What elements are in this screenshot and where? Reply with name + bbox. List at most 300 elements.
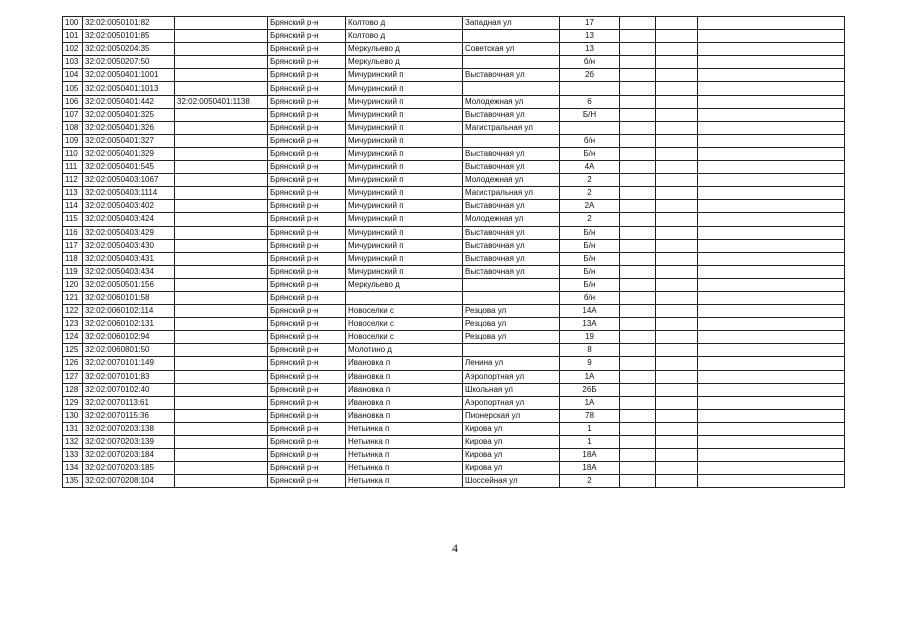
row-number-cell: 100 [63, 17, 83, 30]
cadastral-number-cell: 32:02:0050403:429 [83, 226, 175, 239]
district-cell: Брянский р-н [268, 43, 346, 56]
cadastral-number-cell: 32:02:0050403:424 [83, 213, 175, 226]
cadastral-number-cell: 32:02:0070203:138 [83, 422, 175, 435]
house-number-cell [560, 82, 620, 95]
extra-1-cell [620, 147, 656, 160]
street-cell [463, 30, 560, 43]
table-row [63, 383, 845, 396]
house-number-cell: б/н [560, 56, 620, 69]
extra-1-cell [620, 370, 656, 383]
extra-1-cell [620, 278, 656, 291]
table-row [63, 265, 845, 278]
street-cell: Шоссейная ул [463, 475, 560, 488]
house-number-cell: Б/н [560, 239, 620, 252]
row-number-cell: 106 [63, 95, 83, 108]
extra-2-cell [656, 291, 698, 304]
table-row [63, 108, 845, 121]
row-number-cell: 125 [63, 344, 83, 357]
table-row [63, 187, 845, 200]
empty-cell [698, 252, 845, 265]
district-cell: Брянский р-н [268, 475, 346, 488]
extra-1-cell [620, 30, 656, 43]
cadastral-number-cell: 32:02:0060102:114 [83, 305, 175, 318]
row-number-cell: 104 [63, 69, 83, 82]
house-number-cell: 13 [560, 43, 620, 56]
table-row [63, 56, 845, 69]
row-number-cell: 107 [63, 108, 83, 121]
row-number-cell: 101 [63, 30, 83, 43]
settlement-cell: Молотино д [346, 344, 463, 357]
extra-2-cell [656, 265, 698, 278]
street-cell: Магистральная ул [463, 121, 560, 134]
related-cadastral-number-cell [175, 383, 268, 396]
related-cadastral-number-cell: 32:02:0050401:1138 [175, 95, 268, 108]
settlement-cell: Мичуринский п [346, 200, 463, 213]
table-row [63, 344, 845, 357]
empty-cell [698, 174, 845, 187]
house-number-cell [560, 121, 620, 134]
cadastral-number-cell: 32:02:0070203:185 [83, 462, 175, 475]
district-cell: Брянский р-н [268, 161, 346, 174]
empty-cell [698, 370, 845, 383]
row-number-cell: 127 [63, 370, 83, 383]
extra-2-cell [656, 174, 698, 187]
table-row [63, 462, 845, 475]
extra-2-cell [656, 331, 698, 344]
related-cadastral-number-cell [175, 370, 268, 383]
row-number-cell: 111 [63, 161, 83, 174]
empty-cell [698, 278, 845, 291]
cadastral-number-cell: 32:02:0070101:149 [83, 357, 175, 370]
district-cell: Брянский р-н [268, 409, 346, 422]
cadastral-number-cell: 32:02:0050101:82 [83, 17, 175, 30]
table-row [63, 17, 845, 30]
empty-cell [698, 291, 845, 304]
cadastral-number-cell: 32:02:0050207:50 [83, 56, 175, 69]
extra-2-cell [656, 134, 698, 147]
settlement-cell: Мичуринский п [346, 213, 463, 226]
extra-1-cell [620, 265, 656, 278]
extra-1-cell [620, 436, 656, 449]
table-row [63, 147, 845, 160]
street-cell [463, 344, 560, 357]
extra-2-cell [656, 147, 698, 160]
street-cell: Ленина ул [463, 357, 560, 370]
empty-cell [698, 187, 845, 200]
extra-2-cell [656, 69, 698, 82]
street-cell: Выставочная ул [463, 69, 560, 82]
parcel-registry-table [62, 16, 845, 488]
row-number-cell: 132 [63, 436, 83, 449]
related-cadastral-number-cell [175, 357, 268, 370]
table-row [63, 252, 845, 265]
house-number-cell: Б/н [560, 265, 620, 278]
extra-2-cell [656, 278, 698, 291]
settlement-cell: Мичуринский п [346, 252, 463, 265]
district-cell: Брянский р-н [268, 174, 346, 187]
settlement-cell: Мичуринский п [346, 69, 463, 82]
extra-1-cell [620, 344, 656, 357]
cadastral-number-cell: 32:02:0050401:1001 [83, 69, 175, 82]
empty-cell [698, 475, 845, 488]
cadastral-number-cell: 32:02:0070208:104 [83, 475, 175, 488]
cadastral-number-cell: 32:02:0050403:434 [83, 265, 175, 278]
row-number-cell: 102 [63, 43, 83, 56]
house-number-cell: 2А [560, 200, 620, 213]
settlement-cell: Нетьинка п [346, 436, 463, 449]
empty-cell [698, 318, 845, 331]
empty-cell [698, 161, 845, 174]
extra-1-cell [620, 82, 656, 95]
cadastral-number-cell: 32:02:0050401:545 [83, 161, 175, 174]
street-cell: Молодежная ул [463, 95, 560, 108]
extra-2-cell [656, 121, 698, 134]
settlement-cell: Мичуринский п [346, 121, 463, 134]
row-number-cell: 115 [63, 213, 83, 226]
extra-1-cell [620, 422, 656, 435]
empty-cell [698, 56, 845, 69]
district-cell: Брянский р-н [268, 449, 346, 462]
cadastral-number-cell: 32:02:0050401:325 [83, 108, 175, 121]
cadastral-number-cell: 32:02:0060101:58 [83, 291, 175, 304]
house-number-cell: Б/н [560, 147, 620, 160]
table-row [63, 226, 845, 239]
row-number-cell: 119 [63, 265, 83, 278]
extra-1-cell [620, 331, 656, 344]
extra-2-cell [656, 462, 698, 475]
row-number-cell: 116 [63, 226, 83, 239]
house-number-cell: 18А [560, 462, 620, 475]
house-number-cell: 19 [560, 331, 620, 344]
table-row [63, 449, 845, 462]
cadastral-number-cell: 32:02:0050403:1114 [83, 187, 175, 200]
table-row [63, 278, 845, 291]
related-cadastral-number-cell [175, 161, 268, 174]
district-cell: Брянский р-н [268, 147, 346, 160]
row-number-cell: 114 [63, 200, 83, 213]
table-row [63, 318, 845, 331]
row-number-cell: 135 [63, 475, 83, 488]
settlement-cell: Ивановка п [346, 370, 463, 383]
district-cell: Брянский р-н [268, 95, 346, 108]
house-number-cell: 1 [560, 436, 620, 449]
related-cadastral-number-cell [175, 82, 268, 95]
related-cadastral-number-cell [175, 396, 268, 409]
street-cell [463, 82, 560, 95]
street-cell: Выставочная ул [463, 200, 560, 213]
house-number-cell: 1А [560, 370, 620, 383]
settlement-cell: Колтово д [346, 30, 463, 43]
settlement-cell: Нетьинка п [346, 475, 463, 488]
settlement-cell: Нетьинка п [346, 422, 463, 435]
settlement-cell: Колтово д [346, 17, 463, 30]
street-cell: Молодежная ул [463, 213, 560, 226]
settlement-cell: Меркульево д [346, 278, 463, 291]
extra-2-cell [656, 30, 698, 43]
related-cadastral-number-cell [175, 147, 268, 160]
extra-2-cell [656, 409, 698, 422]
empty-cell [698, 344, 845, 357]
extra-1-cell [620, 462, 656, 475]
related-cadastral-number-cell [175, 422, 268, 435]
related-cadastral-number-cell [175, 278, 268, 291]
district-cell: Брянский р-н [268, 331, 346, 344]
street-cell [463, 278, 560, 291]
empty-cell [698, 396, 845, 409]
settlement-cell: Мичуринский п [346, 161, 463, 174]
street-cell: Магистральная ул [463, 187, 560, 200]
extra-1-cell [620, 69, 656, 82]
cadastral-number-cell: 32:02:0060801:50 [83, 344, 175, 357]
house-number-cell: Б/н [560, 252, 620, 265]
house-number-cell: Б/Н [560, 108, 620, 121]
related-cadastral-number-cell [175, 252, 268, 265]
house-number-cell: 1А [560, 396, 620, 409]
settlement-cell: Мичуринский п [346, 174, 463, 187]
settlement-cell: Ивановка п [346, 383, 463, 396]
extra-1-cell [620, 357, 656, 370]
row-number-cell: 129 [63, 396, 83, 409]
extra-1-cell [620, 200, 656, 213]
empty-cell [698, 357, 845, 370]
house-number-cell: 18А [560, 449, 620, 462]
related-cadastral-number-cell [175, 17, 268, 30]
empty-cell [698, 422, 845, 435]
house-number-cell: 2б [560, 69, 620, 82]
street-cell [463, 56, 560, 69]
table-row [63, 331, 845, 344]
extra-1-cell [620, 409, 656, 422]
cadastral-number-cell: 32:02:0050401:442 [83, 95, 175, 108]
empty-cell [698, 462, 845, 475]
street-cell [463, 134, 560, 147]
extra-1-cell [620, 475, 656, 488]
table-row [63, 475, 845, 488]
street-cell [463, 291, 560, 304]
settlement-cell: Нетьинка п [346, 462, 463, 475]
extra-2-cell [656, 226, 698, 239]
street-cell: Выставочная ул [463, 239, 560, 252]
extra-1-cell [620, 318, 656, 331]
street-cell: Советская ул [463, 43, 560, 56]
row-number-cell: 133 [63, 449, 83, 462]
extra-1-cell [620, 121, 656, 134]
empty-cell [698, 436, 845, 449]
extra-2-cell [656, 475, 698, 488]
district-cell: Брянский р-н [268, 108, 346, 121]
related-cadastral-number-cell [175, 174, 268, 187]
row-number-cell: 120 [63, 278, 83, 291]
related-cadastral-number-cell [175, 436, 268, 449]
district-cell: Брянский р-н [268, 436, 346, 449]
table-row [63, 121, 845, 134]
related-cadastral-number-cell [175, 305, 268, 318]
district-cell: Брянский р-н [268, 305, 346, 318]
cadastral-number-cell: 32:02:0070203:184 [83, 449, 175, 462]
settlement-cell: Мичуринский п [346, 108, 463, 121]
cadastral-number-cell: 32:02:0050101:85 [83, 30, 175, 43]
empty-cell [698, 409, 845, 422]
table-row [63, 305, 845, 318]
empty-cell [698, 331, 845, 344]
table-row [63, 30, 845, 43]
settlement-cell: Нетьинка п [346, 449, 463, 462]
extra-2-cell [656, 161, 698, 174]
house-number-cell: 13А [560, 318, 620, 331]
extra-1-cell [620, 95, 656, 108]
empty-cell [698, 30, 845, 43]
extra-1-cell [620, 449, 656, 462]
settlement-cell: Мичуринский п [346, 239, 463, 252]
related-cadastral-number-cell [175, 226, 268, 239]
settlement-cell: Мичуринский п [346, 95, 463, 108]
district-cell: Брянский р-н [268, 213, 346, 226]
district-cell: Брянский р-н [268, 344, 346, 357]
cadastral-number-cell: 32:02:0050401:329 [83, 147, 175, 160]
table-row [63, 43, 845, 56]
row-number-cell: 110 [63, 147, 83, 160]
empty-cell [698, 200, 845, 213]
street-cell: Аэропортная ул [463, 370, 560, 383]
related-cadastral-number-cell [175, 449, 268, 462]
district-cell: Брянский р-н [268, 30, 346, 43]
house-number-cell: 26Б [560, 383, 620, 396]
district-cell: Брянский р-н [268, 357, 346, 370]
district-cell: Брянский р-н [268, 462, 346, 475]
row-number-cell: 122 [63, 305, 83, 318]
empty-cell [698, 449, 845, 462]
empty-cell [698, 239, 845, 252]
empty-cell [698, 82, 845, 95]
extra-2-cell [656, 318, 698, 331]
table-row [63, 436, 845, 449]
table-row [63, 134, 845, 147]
cadastral-number-cell: 32:02:0070115:36 [83, 409, 175, 422]
extra-1-cell [620, 108, 656, 121]
street-cell: Выставочная ул [463, 252, 560, 265]
house-number-cell: 1 [560, 422, 620, 435]
extra-2-cell [656, 305, 698, 318]
street-cell: Западная ул [463, 17, 560, 30]
extra-1-cell [620, 134, 656, 147]
row-number-cell: 134 [63, 462, 83, 475]
street-cell: Резцова ул [463, 318, 560, 331]
empty-cell [698, 226, 845, 239]
extra-2-cell [656, 43, 698, 56]
settlement-cell: Меркульево д [346, 56, 463, 69]
district-cell: Брянский р-н [268, 252, 346, 265]
cadastral-number-cell: 32:02:0070113:61 [83, 396, 175, 409]
house-number-cell: 2 [560, 213, 620, 226]
extra-1-cell [620, 187, 656, 200]
district-cell: Брянский р-н [268, 370, 346, 383]
house-number-cell: 9 [560, 357, 620, 370]
row-number-cell: 118 [63, 252, 83, 265]
extra-2-cell [656, 449, 698, 462]
street-cell: Выставочная ул [463, 147, 560, 160]
street-cell: Резцова ул [463, 331, 560, 344]
street-cell: Резцова ул [463, 305, 560, 318]
house-number-cell: 13 [560, 30, 620, 43]
cadastral-number-cell: 32:02:0050403:430 [83, 239, 175, 252]
extra-2-cell [656, 187, 698, 200]
district-cell: Брянский р-н [268, 226, 346, 239]
table-row [63, 370, 845, 383]
empty-cell [698, 43, 845, 56]
settlement-cell: Мичуринский п [346, 134, 463, 147]
settlement-cell: Новоселки с [346, 318, 463, 331]
extra-1-cell [620, 396, 656, 409]
street-cell: Кирова ул [463, 436, 560, 449]
table-row [63, 396, 845, 409]
settlement-cell: Новоселки с [346, 305, 463, 318]
extra-2-cell [656, 95, 698, 108]
cadastral-number-cell: 32:02:0070101:83 [83, 370, 175, 383]
extra-1-cell [620, 305, 656, 318]
extra-1-cell [620, 213, 656, 226]
house-number-cell: 2 [560, 187, 620, 200]
row-number-cell: 103 [63, 56, 83, 69]
table-row [63, 161, 845, 174]
row-number-cell: 126 [63, 357, 83, 370]
settlement-cell: Меркульево д [346, 43, 463, 56]
extra-1-cell [620, 239, 656, 252]
district-cell: Брянский р-н [268, 239, 346, 252]
empty-cell [698, 383, 845, 396]
extra-1-cell [620, 291, 656, 304]
table-row [63, 200, 845, 213]
related-cadastral-number-cell [175, 344, 268, 357]
row-number-cell: 108 [63, 121, 83, 134]
table-body [63, 17, 845, 488]
related-cadastral-number-cell [175, 462, 268, 475]
row-number-cell: 123 [63, 318, 83, 331]
extra-2-cell [656, 357, 698, 370]
settlement-cell: Ивановка п [346, 396, 463, 409]
empty-cell [698, 95, 845, 108]
district-cell: Брянский р-н [268, 134, 346, 147]
district-cell: Брянский р-н [268, 187, 346, 200]
table-row [63, 239, 845, 252]
table-row [63, 69, 845, 82]
district-cell: Брянский р-н [268, 265, 346, 278]
extra-2-cell [656, 200, 698, 213]
extra-2-cell [656, 213, 698, 226]
document-sheet [62, 16, 845, 488]
settlement-cell: Ивановка п [346, 409, 463, 422]
empty-cell [698, 69, 845, 82]
extra-2-cell [656, 56, 698, 69]
street-cell: Школьная ул [463, 383, 560, 396]
extra-1-cell [620, 43, 656, 56]
street-cell: Молодежная ул [463, 174, 560, 187]
extra-1-cell [620, 161, 656, 174]
empty-cell [698, 265, 845, 278]
row-number-cell: 113 [63, 187, 83, 200]
row-number-cell: 112 [63, 174, 83, 187]
street-cell: Выставочная ул [463, 161, 560, 174]
related-cadastral-number-cell [175, 30, 268, 43]
row-number-cell: 109 [63, 134, 83, 147]
district-cell: Брянский р-н [268, 383, 346, 396]
cadastral-number-cell: 32:02:0070102:40 [83, 383, 175, 396]
related-cadastral-number-cell [175, 121, 268, 134]
district-cell: Брянский р-н [268, 56, 346, 69]
table-row [63, 409, 845, 422]
extra-2-cell [656, 82, 698, 95]
cadastral-number-cell: 32:02:0050501:156 [83, 278, 175, 291]
settlement-cell: Мичуринский п [346, 187, 463, 200]
